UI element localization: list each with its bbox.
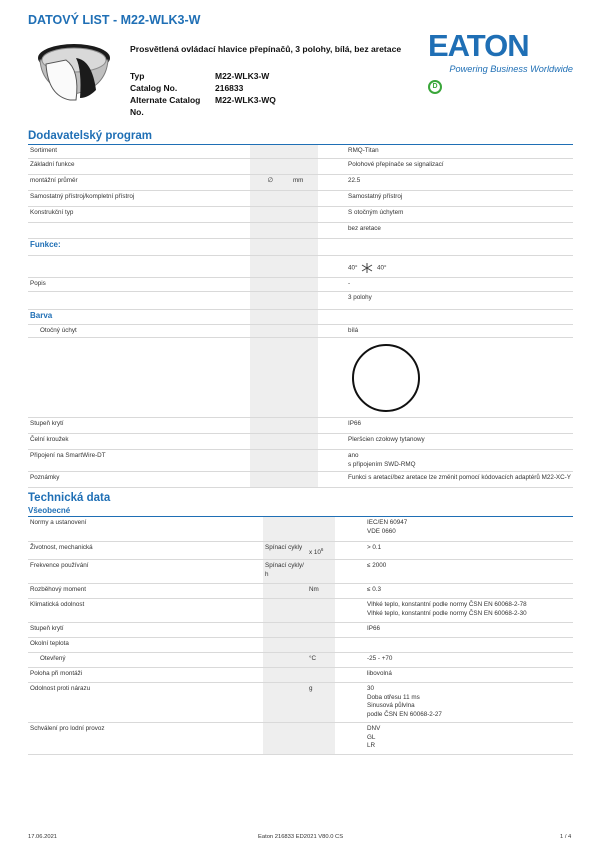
value-line: VDE 0660 (367, 527, 396, 535)
product-subtitle: Prosvětlená ovládací hlavice přepínačů, 3 polohy, bílá, bez aretace (130, 44, 402, 54)
value-line: Vlhké teplo, konstantní podle normy ČSN EN 60068-2-78 (367, 601, 527, 609)
row-value (365, 723, 573, 755)
table-row (28, 584, 573, 599)
row-unit: g (307, 683, 335, 723)
diameter-icon: ∅ (250, 174, 291, 190)
table-row (28, 434, 573, 450)
row-unit: mm (291, 174, 318, 190)
supplier-table (28, 145, 573, 488)
row-label: Rozběhový moment (28, 584, 263, 599)
row-value (365, 683, 573, 723)
table-row (28, 683, 573, 723)
row-label: Samostatný přístroj/kompletní přístroj (28, 190, 250, 206)
row-label: Schválení pro lodní provoz (28, 723, 263, 755)
row-unit: Nm (307, 584, 335, 599)
table-row (28, 418, 573, 434)
table-row (28, 222, 573, 238)
row-label: Frekvence používání (28, 560, 263, 584)
row-label: Stupeň krytí (28, 418, 250, 434)
row-value: ≤ 2000 (365, 560, 573, 584)
table-row (28, 158, 573, 174)
group-title-color: Barva (28, 309, 250, 324)
value-line: IEC/EN 60947 (367, 519, 408, 526)
row-label: Připojení na SmartWire-DT (28, 450, 250, 472)
row-symbol (250, 206, 291, 222)
table-row (28, 623, 573, 638)
table-row (28, 517, 573, 541)
table-row (28, 291, 573, 309)
meta-value: M22-WLK3-WQ (215, 95, 276, 105)
row-value: Polohové přepínače se signalizací (346, 158, 573, 174)
row-value: bez aretace (346, 222, 573, 238)
value-line: 30 (367, 685, 375, 693)
row-value: ≤ 0.3 (365, 584, 573, 599)
table-row (28, 206, 573, 222)
row-value: -25 - +70 (365, 653, 573, 668)
table-row (28, 599, 573, 623)
row-label: Okolní teplota (28, 638, 263, 653)
meta-row-alt-catalog (130, 94, 276, 118)
row-label: Odolnost proti nárazu (28, 683, 263, 723)
table-row (28, 560, 573, 584)
row-value (365, 599, 573, 623)
table-row (28, 277, 573, 291)
table-row (28, 238, 573, 255)
meta-key: Alternate Catalog No. (130, 95, 201, 117)
meta-value: M22-WLK3-W (215, 71, 270, 81)
angle-diagram (346, 255, 573, 277)
table-row (28, 324, 573, 338)
unit-text: x 10 (309, 548, 321, 556)
rotation-arrows-icon (359, 262, 375, 274)
row-label: montážní průměr (28, 174, 250, 190)
row-value: 22.5 (346, 174, 573, 190)
row-unit (291, 206, 318, 222)
value-line: ano (348, 452, 359, 459)
table-row (28, 255, 573, 277)
table-row (28, 174, 573, 190)
row-value: IP66 (365, 623, 573, 638)
row-value: Samostatný přístroj (346, 190, 573, 206)
row-symbol: Spínací cykly (263, 541, 307, 560)
row-value: libovolná (365, 668, 573, 683)
row-value: Pleršcien czołowy tytanowy (346, 434, 573, 450)
row-label: Čelní kroužek (28, 434, 250, 450)
doc-title: DATOVÝ LIST - M22-WLK3-W (28, 13, 201, 27)
value-line: s připojením SWD-RMQ (348, 460, 416, 468)
footer-date: 17.06.2021 (28, 834, 58, 840)
angle-right: 40° (377, 264, 387, 272)
value-line: DNV (367, 725, 381, 733)
row-symbol (250, 145, 291, 158)
row-label: Životnost, mechanická (28, 541, 263, 560)
product-meta (130, 70, 276, 118)
row-value: bílá (346, 324, 573, 338)
row-unit (291, 222, 318, 238)
meta-value: 216833 (215, 83, 244, 93)
row-label: Základní funkce (28, 158, 250, 174)
row-label: Otevřený (28, 653, 263, 668)
row-unit (307, 541, 335, 560)
row-unit (291, 145, 318, 158)
row-value: 3 polohy (346, 291, 573, 309)
value-line: Doba otřesu 11 ms (367, 693, 420, 701)
table-row (28, 723, 573, 755)
value-line: podle ČSN EN 60068-2-27 (367, 710, 442, 718)
row-label: Popis (28, 277, 250, 291)
row-value: > 0.1 (365, 541, 573, 560)
section-title-supplier: Dodavatelský program (28, 130, 152, 142)
row-symbol (250, 190, 291, 206)
technical-table (28, 517, 573, 755)
value-line: Sinusová půlvlna (367, 702, 415, 710)
table-row (28, 145, 573, 158)
row-symbol (250, 158, 291, 174)
row-value: S otočným úchytem (346, 206, 573, 222)
table-row (28, 309, 573, 324)
row-label: Sortiment (28, 145, 250, 158)
row-label: Stupeň krytí (28, 623, 263, 638)
row-unit (291, 190, 318, 206)
row-label (28, 222, 250, 238)
row-symbol: Spínací cykly/ h (263, 560, 307, 584)
row-unit (291, 158, 318, 174)
row-label: Konstrukční typ (28, 206, 250, 222)
value-line: GL (367, 733, 376, 741)
row-value: Funkci s aretací/bez aretace lze změnit pomocí kódovacích adaptérů M22-XC-Y (346, 472, 573, 488)
white-color-swatch (352, 344, 420, 412)
row-label: Poloha při montáži (28, 668, 263, 683)
logo-tagline: Powering Business Worldwide (449, 64, 573, 74)
table-row (28, 472, 573, 488)
logo-wordmark (428, 30, 573, 62)
row-symbol (250, 222, 291, 238)
meta-key: Catalog No. (130, 83, 178, 93)
angle-left: 40° (348, 264, 358, 272)
eaton-logo (428, 30, 573, 74)
table-row (28, 541, 573, 560)
meta-key: Typ (130, 71, 145, 81)
table-row (28, 450, 573, 472)
product-image (30, 30, 114, 102)
row-value: RMQ-Titan (346, 145, 573, 158)
group-title-function: Funkce: (28, 238, 250, 255)
footer-doc-id: Eaton 216833 ED2021 V80.0 CS (258, 834, 344, 840)
table-row (28, 653, 573, 668)
row-value: - (346, 277, 573, 291)
row-value (346, 450, 573, 472)
value-line: Vlhké teplo, konstantní podle normy ČSN EN 60068-2-30 (367, 609, 527, 617)
section-subtitle-general: Všeobecné (28, 506, 71, 515)
section-title-technical: Technická data (28, 492, 111, 504)
row-label: Normy a ustanovení (28, 517, 263, 541)
table-row (28, 668, 573, 683)
row-label: Poznámky (28, 472, 250, 488)
table-row (28, 638, 573, 653)
row-label: Klimatická odolnost (28, 599, 263, 623)
footer-page-number: 1 / 4 (560, 834, 572, 840)
table-row (28, 338, 573, 418)
row-value (365, 517, 573, 541)
row-label: Otočný úchyt (28, 324, 250, 338)
eco-icon: D (428, 80, 442, 94)
table-row (28, 190, 573, 206)
meta-row-type (130, 70, 276, 82)
meta-row-catalog (130, 82, 276, 94)
row-value: IP66 (346, 418, 573, 434)
row-unit: °C (307, 653, 335, 668)
logo-text: EATON (428, 28, 529, 63)
value-line: LR (367, 742, 376, 750)
unit-exponent: 6 (320, 546, 324, 552)
